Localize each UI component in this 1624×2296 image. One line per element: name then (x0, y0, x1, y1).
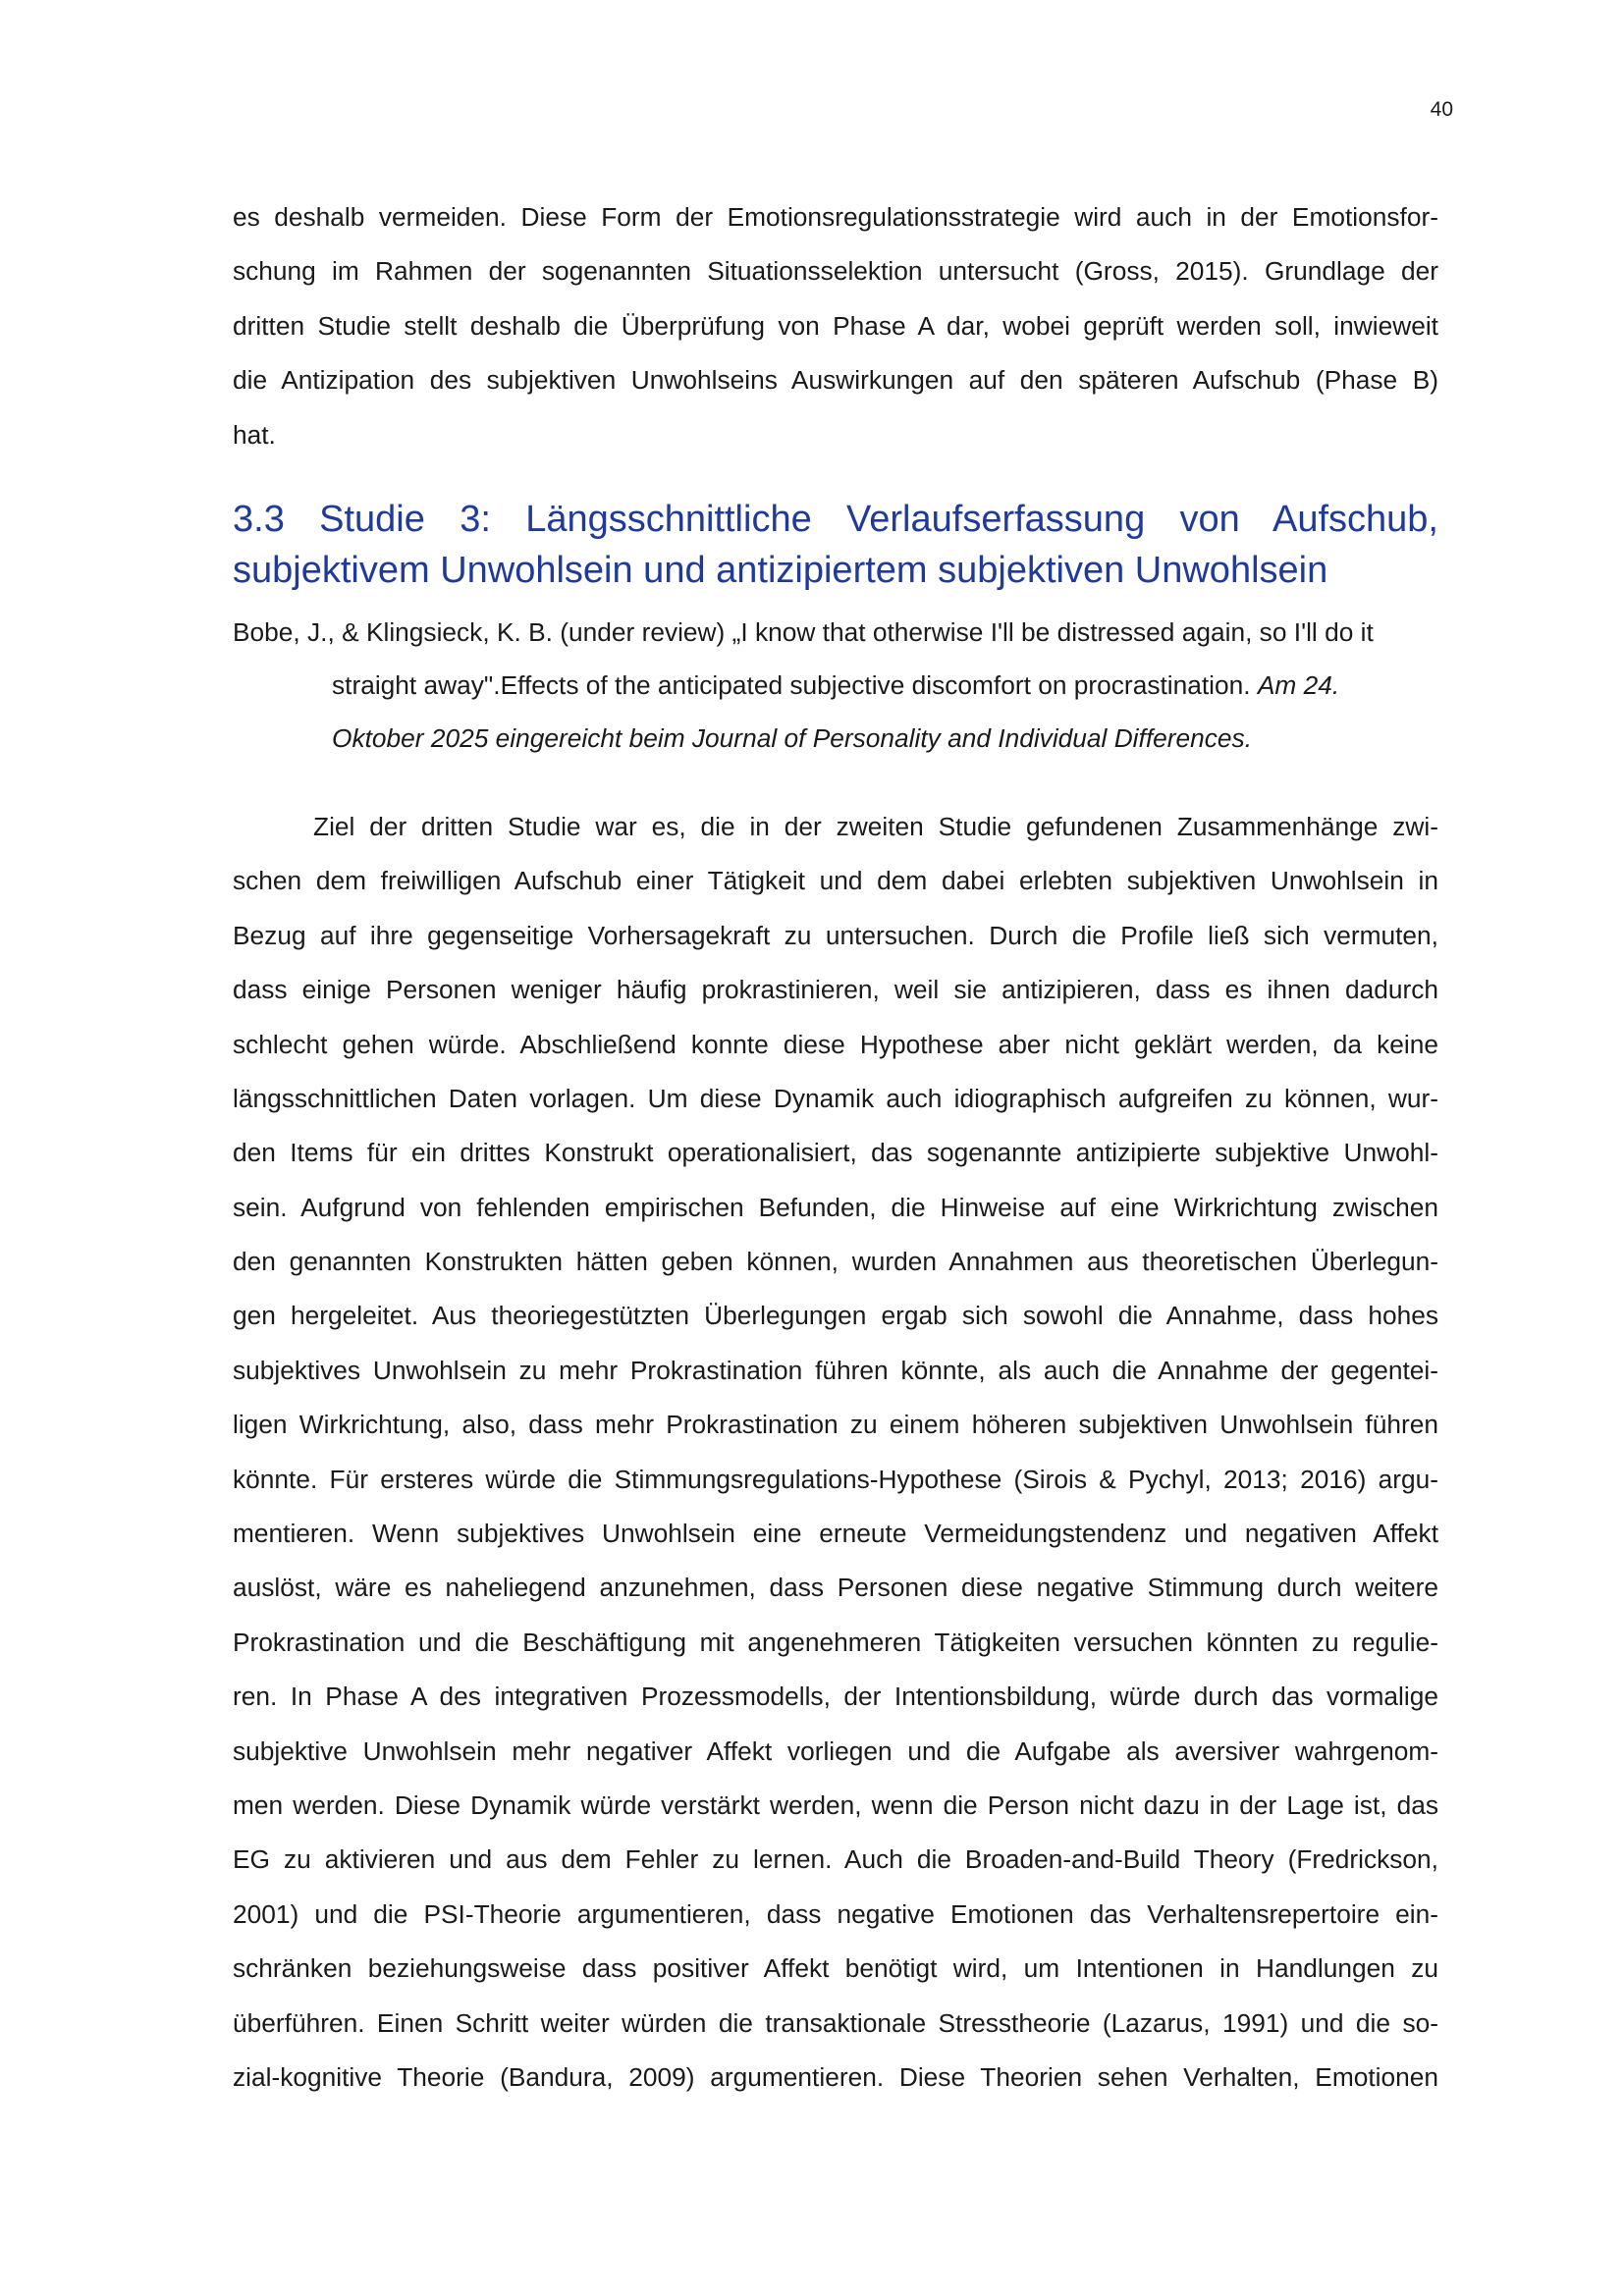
reference-entry (233, 606, 1438, 765)
reference-line (233, 659, 1438, 712)
intro-paragraph (233, 190, 1438, 462)
text-line: ren. In Phase A des integrativen Prozessmodells, der Intentionsbildung, würde durch das vormalige (233, 1682, 1438, 1712)
text-line: schränken beziehungsweise dass positiver Affekt benötigt wird, um Intentionen in Handlungen zu (233, 1953, 1438, 1984)
text-line: men werden. Diese Dynamik würde verstärkt werden, wenn die Person nicht dazu in der Lage ist, das (233, 1789, 1438, 1820)
main-paragraph (233, 800, 1438, 2105)
text-line: Bezug auf ihre gegenseitige Vorhersagekraft zu untersuchen. Durch die Profile ließ sich vermuten, (233, 920, 1438, 950)
text-line: ligen Wirkrichtung, also, dass mehr Prokrastination zu einem höheren subjektiven Unwohlsein führen (233, 1410, 1438, 1440)
text-line: den genannten Konstrukten hätten geben können, wurden Annahmen aus theoretischen Überlegun- (233, 1247, 1438, 1277)
text-line: 2001) und die PSI-Theorie argumentieren, dass negative Emotionen das Verhaltensrepertoire ein- (233, 1898, 1438, 1929)
reference-italic-text: Am 24. (1257, 669, 1340, 700)
text-line: auslöst, wäre es naheliegend anzunehmen, dass Personen diese negative Stimmung durch weitere (233, 1573, 1438, 1603)
text-line: subjektive Unwohlsein mehr negativer Affekt vorliegen und die Aufgabe als aversiver wahrgenom- (233, 1735, 1438, 1766)
text-line: schung im Rahmen der sogenannten Situationsselektion untersucht (Gross, 2015). Grundlage der (233, 256, 1438, 287)
text-line: subjektives Unwohlsein zu mehr Prokrastination führen könnte, als auch die Annahme der gegentei- (233, 1355, 1438, 1385)
text-line: dritten Studie stellt deshalb die Überprüfung von Phase A dar, wobei geprüft werden soll, inwieweit (233, 310, 1438, 341)
text-line: die Antizipation des subjektiven Unwohlseins Auswirkungen auf den späteren Aufschub (Phase B) (233, 365, 1438, 396)
section-heading-line: subjektivem Unwohlsein und antizipiertem subjektiven Unwohlsein (233, 549, 1328, 591)
reference-text: straight away".Effects of the anticipated subjective discomfort on procrastination. (332, 669, 1258, 700)
reference-line: Bobe, J., & Klingsieck, K. B. (under review) „I know that otherwise I'll be distressed again, so I'll do it (233, 616, 1374, 647)
text-line: den Items für ein drittes Konstrukt operationalisiert, das sogenannte antizipierte subjektive Unwohl- (233, 1138, 1438, 1168)
text-line: überführen. Einen Schritt weiter würden die transaktionale Stresstheorie (Lazarus, 1991) und die so- (233, 2007, 1438, 2038)
text-line: längsschnittlichen Daten vorlagen. Um diese Dynamik auch idiographisch aufgreifen zu können, wur- (233, 1083, 1438, 1113)
text-line: EG zu aktivieren und aus dem Fehler zu lernen. Auch die Broaden-and-Build Theory (Fredrickson, (233, 1844, 1438, 1875)
page-number: 40 (1430, 98, 1453, 121)
text-line: dass einige Personen weniger häufig prokrastinieren, weil sie antizipieren, dass es ihnen dadurch (233, 975, 1438, 1005)
text-line: es deshalb vermeiden. Diese Form der Emotionsregulationsstrategie wird auch in der Emotionsfor- (233, 202, 1438, 232)
section-heading-line: 3.3 Studie 3: Längsschnittliche Verlaufserfassung von Aufschub, (233, 498, 1438, 540)
section-heading (233, 494, 1438, 596)
text-line: Ziel der dritten Studie war es, die in der zweiten Studie gefundenen Zusammenhänge zwi- (313, 811, 1438, 841)
text-line: sein. Aufgrund von fehlenden empirischen Befunden, die Hinweise auf eine Wirkrichtung zwischen (233, 1192, 1438, 1222)
text-line: mentieren. Wenn subjektives Unwohlsein eine erneute Vermeidungstendenz und negativen Affekt (233, 1519, 1438, 1549)
text-line: schen dem freiwilligen Aufschub einer Tätigkeit und dem dabei erlebten subjektiven Unwohlsein in (233, 866, 1438, 896)
text-line: Prokrastination und die Beschäftigung mit angenehmeren Tätigkeiten versuchen könnten zu regulie- (233, 1627, 1438, 1657)
text-line: hat. (233, 419, 276, 450)
page-content (233, 190, 1438, 2105)
text-line: zial-kognitive Theorie (Bandura, 2009) argumentieren. Diese Theorien sehen Verhalten, Emotionen (233, 2061, 1438, 2092)
text-line: gen hergeleitet. Aus theoriegestützten Überlegungen ergab sich sowohl die Annahme, dass hohes (233, 1301, 1438, 1331)
text-line: schlecht gehen würde. Abschließend konnte diese Hypothese aber nicht geklärt werden, da keine (233, 1029, 1438, 1059)
reference-line: Oktober 2025 eingereicht beim Journal of Personality and Individual Differences. (332, 722, 1252, 753)
text-line: könnte. Für ersteres würde die Stimmungsregulations-Hypothese (Sirois & Pychyl, 2013; 2016) argu- (233, 1464, 1438, 1494)
